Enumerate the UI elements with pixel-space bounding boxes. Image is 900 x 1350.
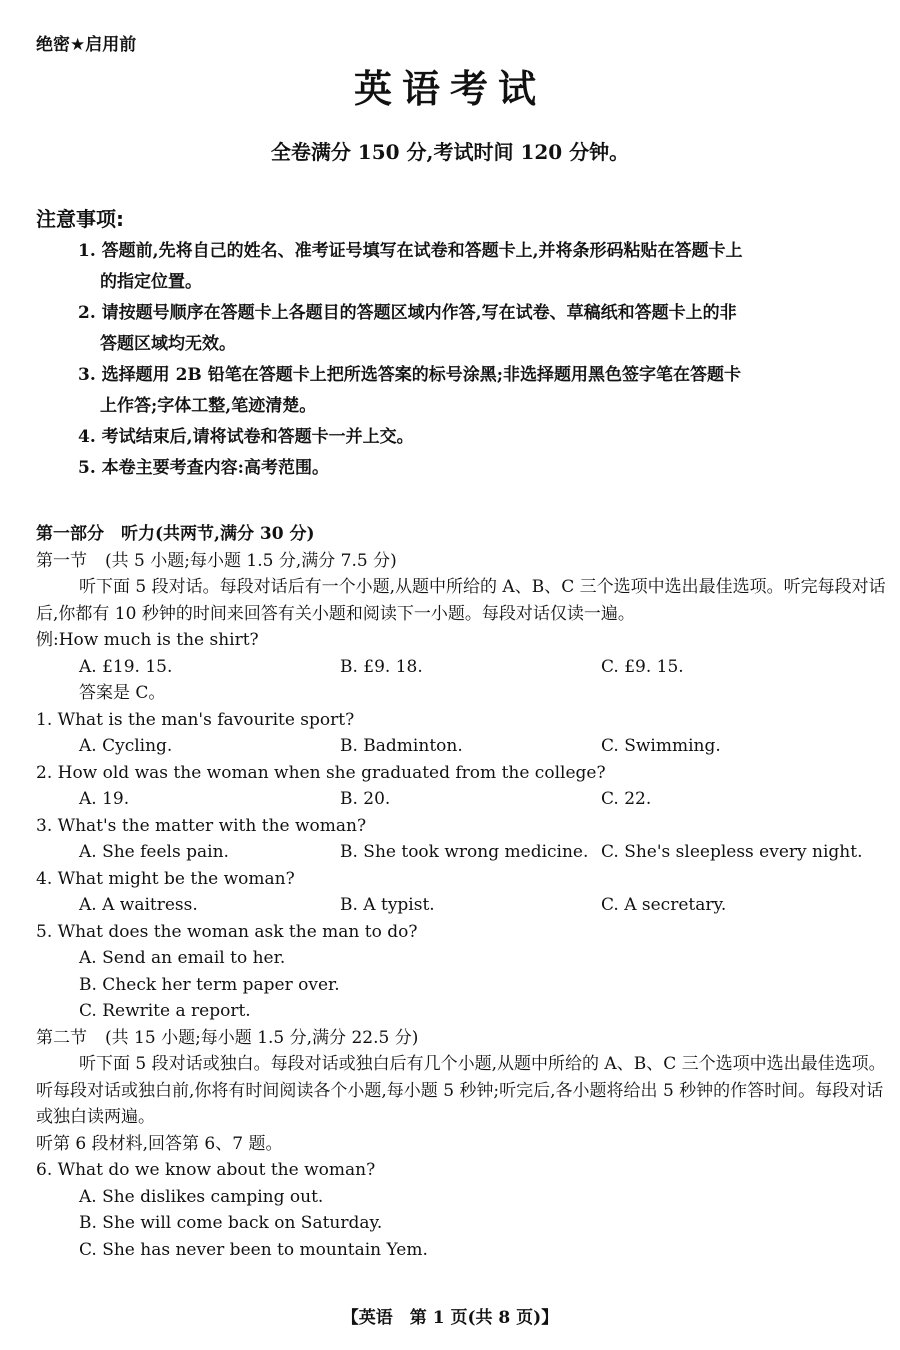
option: B. 20. [340, 789, 391, 809]
note-line-cont: 的指定位置。 [100, 272, 202, 292]
note-item [78, 360, 878, 422]
note-line-cont: 上作答;字体工整,笔迹清楚。 [100, 396, 317, 416]
section-instructions: 听下面 5 段对话或独白。每段对话或独白后有几个小题,从题中所给的 A、B、C 三个选项中选出最佳选项。听每段对话或独白前,你将有时间阅读各个小题,每小题 5 秒钟;听完后,各小题将给出 5 秒钟的作答时间。每段对话或独白读两遍。 [36, 1054, 886, 1127]
note-line: 3. 选择题用 2B 铅笔在答题卡上把所选答案的标号涂黑;非选择题用黑色签字笔在答题卡 [78, 365, 741, 385]
confidential-label: 绝密★启用前 [36, 35, 137, 55]
section-title: 第一节 [36, 550, 87, 571]
question: 3. What's the matter with the woman? [36, 815, 367, 836]
note-item [78, 422, 878, 453]
option: A. 19. [79, 789, 130, 809]
note-line: 5. 本卷主要考查内容:高考范围。 [78, 458, 329, 478]
options-row [36, 892, 892, 919]
option: B. Badminton. [340, 736, 463, 756]
section-info: (共 5 小题;每小题 1.5 分,满分 7.5 分) [105, 550, 397, 571]
option: A. Cycling. [79, 736, 173, 756]
question: 2. How old was the woman when she graduated from the college? [36, 762, 606, 783]
section-info: (共 15 小题;每小题 1.5 分,满分 22.5 分) [105, 1027, 419, 1048]
option: C. 22. [601, 789, 652, 809]
notes-list [78, 236, 878, 484]
page-footer: 【英语 第 1 页(共 8 页)】 [341, 1308, 559, 1328]
listening-part [36, 521, 892, 1263]
section-instructions: 听下面 5 段对话。每段对话后有一个小题,从题中所给的 A、B、C 三个选项中选出最佳选项。听完每段对话后,你都有 10 秒钟的时间来回答有关小题和阅读下一小题。每段对话仅读一遍。 [36, 577, 886, 624]
option: C. A secretary. [601, 895, 727, 915]
section-title: 第二节 [36, 1027, 87, 1048]
option: C. She has never been to mountain Yem. [79, 1239, 428, 1260]
section-1-header [36, 548, 892, 575]
option: A. She dislikes camping out. [79, 1186, 324, 1207]
option: B. She will come back on Saturday. [79, 1213, 383, 1233]
option: B. Check her term paper over. [79, 974, 340, 995]
example-question: 例:How much is the shirt? [36, 630, 259, 650]
option: A. She feels pain. [79, 842, 229, 862]
option: C. Swimming. [601, 736, 721, 756]
option: A. Send an email to her. [79, 948, 286, 968]
note-item [78, 298, 878, 360]
option: C. Rewrite a report. [79, 1001, 251, 1021]
note-item [78, 453, 878, 484]
note-item [78, 236, 878, 298]
note-line: 1. 答题前,先将自己的姓名、准考证号填写在试卷和答题卡上,并将条形码粘贴在答题卡上 [78, 241, 743, 261]
question: 6. What do we know about the woman? [36, 1160, 376, 1180]
exam-subtitle: 全卷满分 150 分,考试时间 120 分钟。 [270, 140, 630, 164]
part-title: 第一部分 听力(共两节,满分 30 分) [36, 524, 315, 544]
example-answer: 答案是 C。 [79, 683, 166, 703]
question: 1. What is the man's favourite sport? [36, 709, 355, 730]
options-row [36, 786, 892, 813]
note-line: 4. 考试结束后,请将试卷和答题卡一并上交。 [78, 427, 414, 447]
options-row [36, 733, 892, 760]
option: B. £9. 18. [340, 656, 423, 677]
material-note: 听第 6 段材料,回答第 6、7 题。 [36, 1133, 283, 1154]
options-row [36, 839, 892, 866]
option: A. A waitress. [79, 895, 198, 915]
question: 4. What might be the woman? [36, 868, 295, 889]
notes-heading: 注意事项: [36, 207, 124, 231]
options-row [36, 654, 892, 681]
note-line: 2. 请按题号顺序在答题卡上各题目的答题区域内作答,写在试卷、草稿纸和答题卡上的非 [78, 303, 737, 323]
option: A. £19. 15. [79, 656, 173, 677]
option: C. She's sleepless every night. [601, 842, 863, 862]
option: C. £9. 15. [601, 656, 684, 677]
page-title: 英语考试 [353, 67, 546, 111]
note-line-cont: 答题区域均无效。 [100, 334, 236, 354]
option: B. She took wrong medicine. [340, 842, 589, 862]
section-2-header [36, 1025, 892, 1052]
question: 5. What does the woman ask the man to do? [36, 921, 418, 942]
option: B. A typist. [340, 895, 435, 915]
